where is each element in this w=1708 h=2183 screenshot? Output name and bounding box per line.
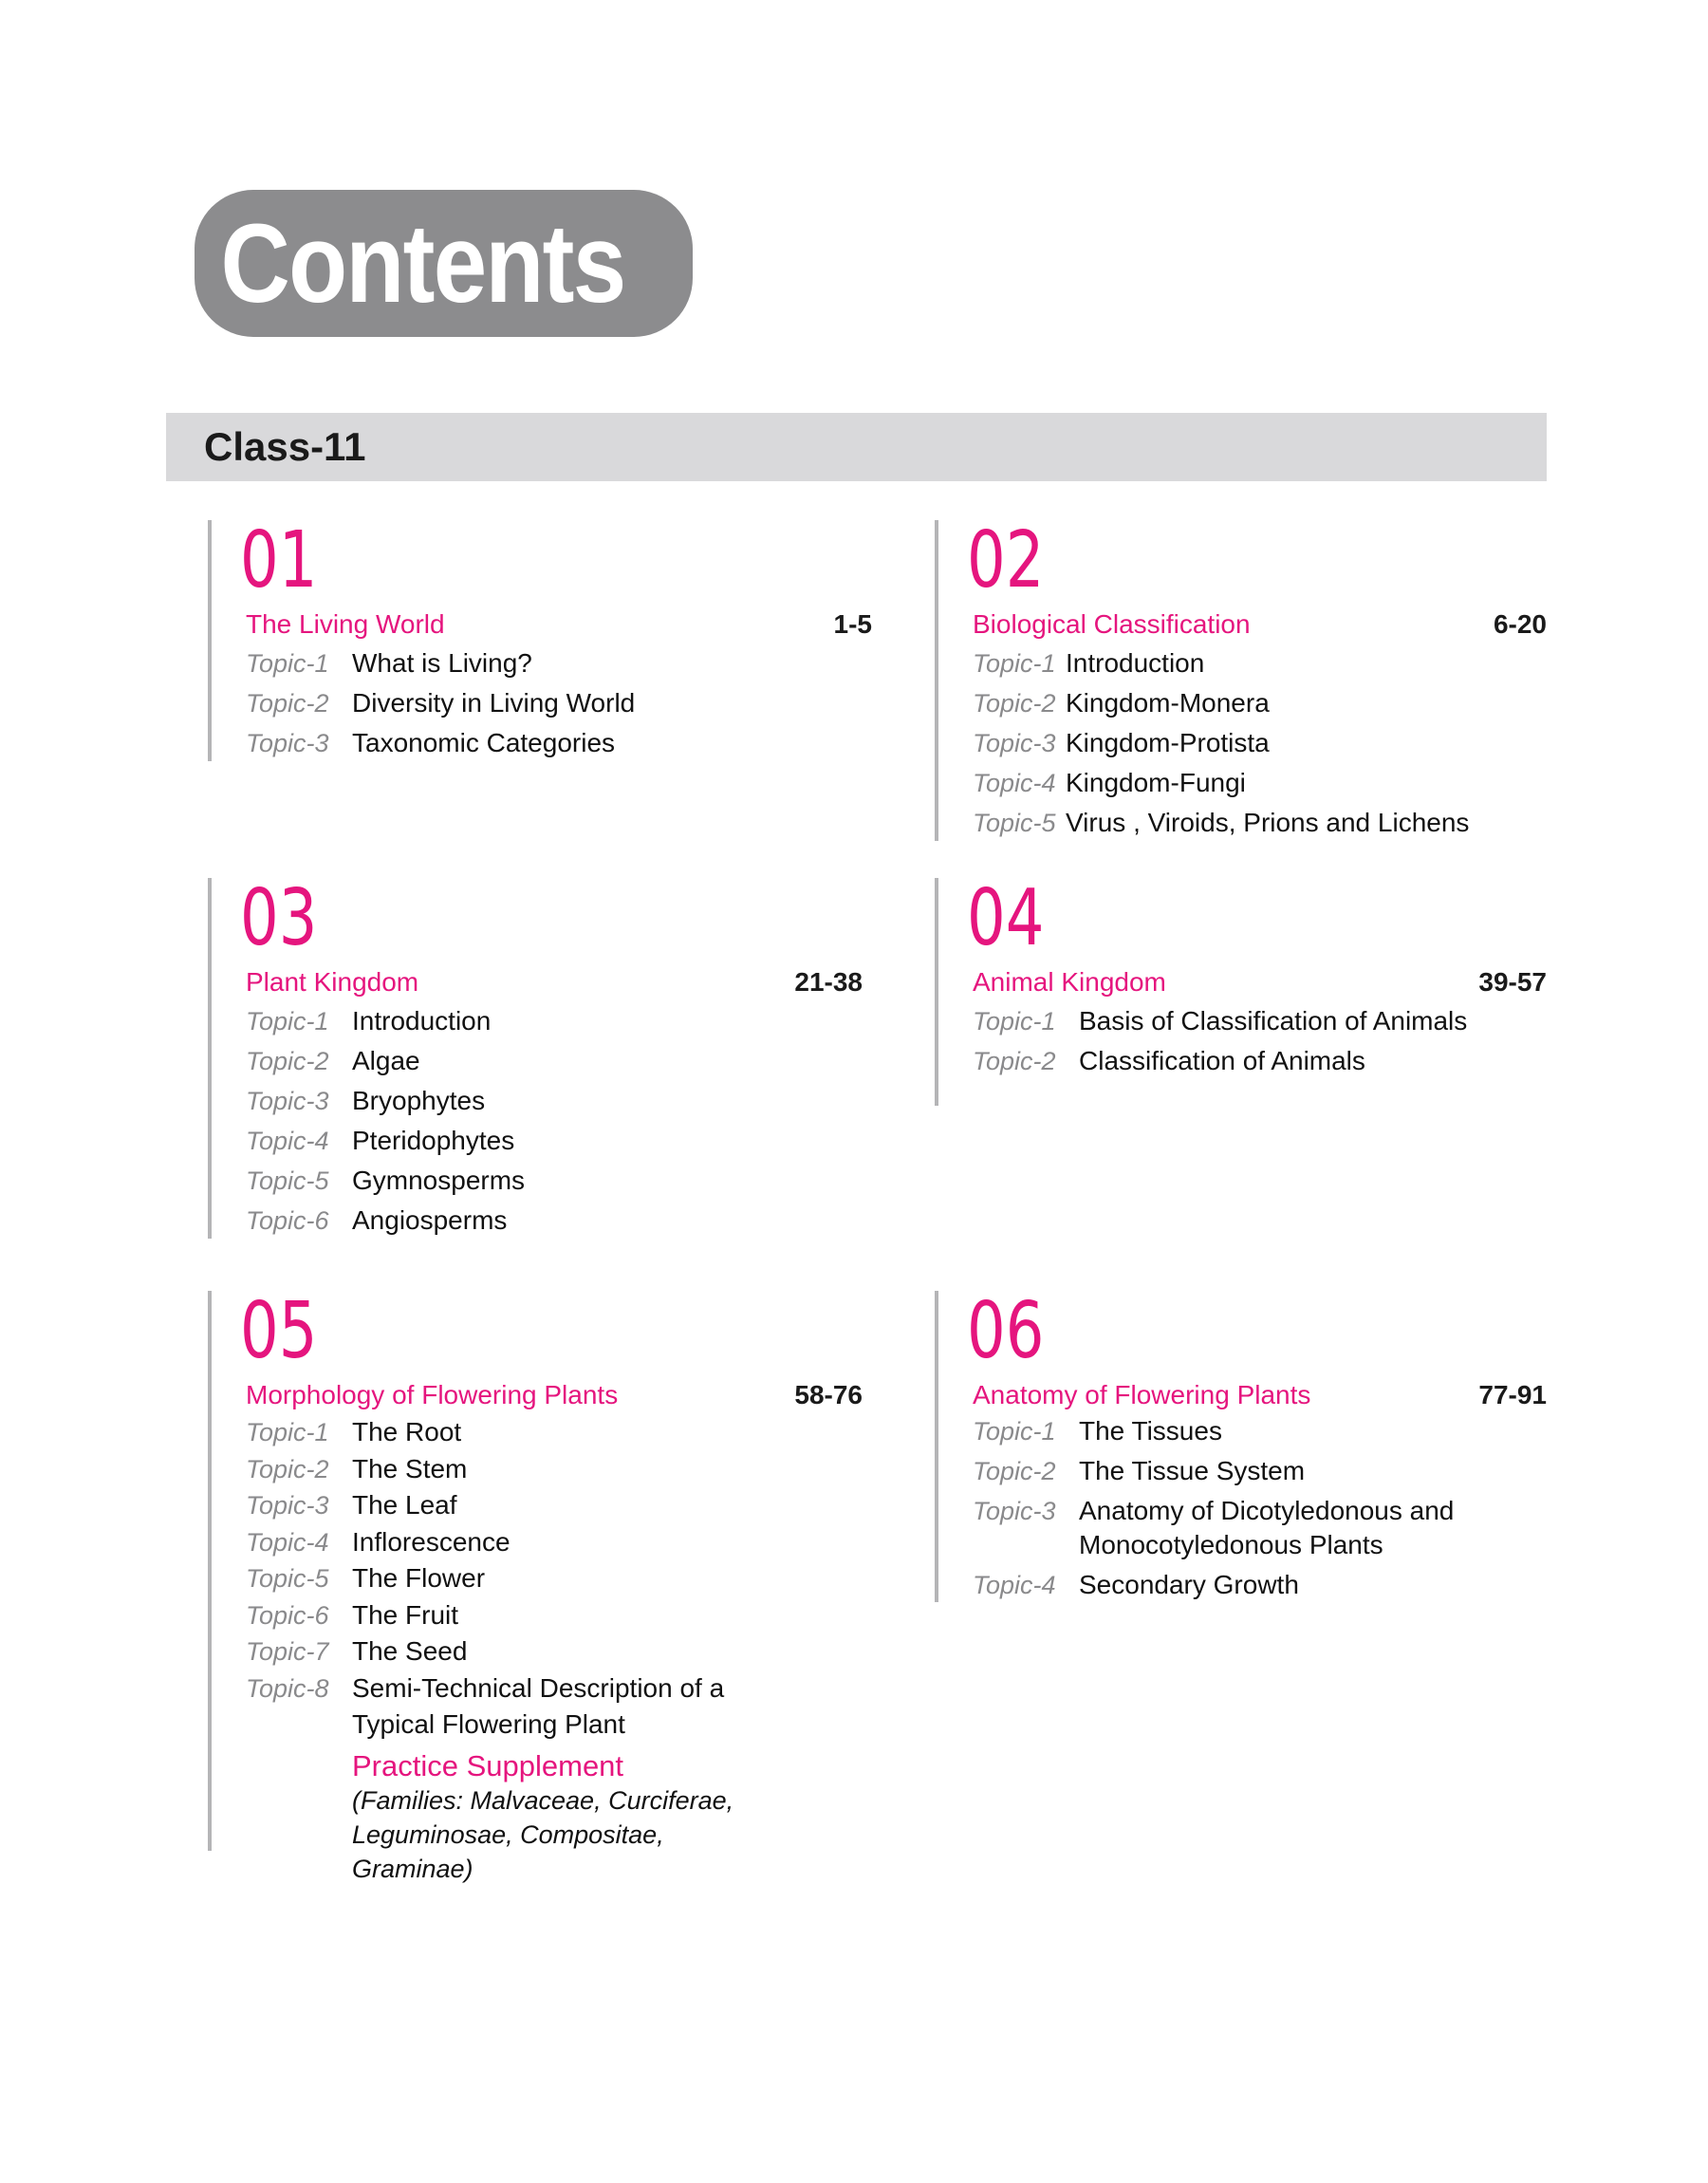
topic-label: Topic-1 [246,649,329,678]
chapter-pages: 58-76 [794,1380,863,1409]
chapter-01 [208,515,872,761]
chapter-02 [935,515,1547,841]
topic-row[interactable] [246,1560,863,1597]
topic-text: Gymnosperms [352,1166,526,1195]
topic-label: Topic-4 [973,1571,1056,1599]
topic-list [973,644,1547,843]
chapter-heading [973,609,1547,640]
topic-text: Taxonomic Categories [352,728,616,757]
topic-row[interactable] [246,1451,863,1488]
chapter-pages: 1-5 [833,609,872,639]
chapter-number: 03 [240,873,318,963]
topic-label: Topic-8 [246,1673,329,1703]
topic-row[interactable] [973,1568,1547,1602]
supplement-families: (Families: Malvaceae, Curciferae, Leguminosae, Compositae, Graminae) [352,1785,734,1883]
supplement-title[interactable]: Practice Supplement [352,1748,624,1782]
topic-text: Kingdom-Monera [1066,688,1270,718]
topic-row[interactable] [246,1001,863,1041]
chapter-title[interactable]: Morphology of Flowering Plants [246,1380,619,1409]
practice-supplement [352,1749,863,1886]
topic-text: Introduction [352,1006,492,1036]
topic-row[interactable] [246,1597,863,1634]
topic-label: Topic-5 [973,809,1056,837]
topic-label: Topic-3 [973,729,1056,757]
topic-row[interactable] [246,683,872,723]
topic-row[interactable] [246,1201,863,1241]
topic-text: Algae [352,1046,420,1075]
topic-label: Topic-1 [973,649,1056,678]
topic-label: Topic-6 [246,1206,329,1235]
topic-label: Topic-3 [246,1491,329,1520]
chapter-heading [246,609,872,640]
topic-row[interactable] [246,1081,863,1121]
chapter-title[interactable]: The Living World [246,609,445,639]
chapter-04 [935,873,1547,1106]
topic-text: Kingdom-Protista [1066,728,1270,757]
topic-label: Topic-4 [246,1527,329,1557]
chapter-number: 06 [967,1286,1045,1376]
topic-row[interactable] [246,723,872,763]
topic-text: Secondary Growth [1079,1570,1299,1599]
topic-row[interactable] [246,1414,863,1451]
topic-label: Topic-2 [246,689,329,718]
chapter-03 [208,873,863,1239]
topic-text: The Stem [352,1453,468,1483]
topic-label: Topic-7 [246,1637,329,1666]
topic-row[interactable] [973,1001,1547,1041]
topic-list [973,1414,1547,1602]
topic-row[interactable] [973,1454,1547,1488]
topic-list [246,644,872,763]
topic-row[interactable] [246,1633,863,1670]
page-title: Contents [220,200,625,327]
topic-text: Pteridophytes [352,1126,515,1155]
topic-label: Topic-2 [246,1047,329,1075]
topic-text: Angiosperms [352,1205,508,1235]
topic-label: Topic-3 [246,729,329,757]
topic-row[interactable] [973,803,1547,843]
topic-text: Inflorescence [352,1526,511,1557]
contents-banner [195,190,693,337]
topic-label: Topic-1 [973,1007,1056,1036]
chapter-pages: 39-57 [1478,967,1547,997]
topic-row[interactable] [246,1041,863,1081]
chapter-pages: 21-38 [794,967,863,997]
topic-text: The Leaf [352,1490,457,1520]
chapter-title[interactable]: Biological Classification [973,609,1251,639]
topic-text: The Root [352,1417,462,1446]
topic-row[interactable] [246,644,872,683]
topic-text: Bryophytes [352,1086,486,1115]
topic-label: Topic-5 [246,1166,329,1195]
topic-label: Topic-2 [973,1457,1056,1485]
topic-text: Classification of Animals [1079,1046,1365,1075]
topic-text: What is Living? [352,648,532,678]
chapter-heading [973,967,1547,998]
topic-text: Basis of Classification of Animals [1079,1006,1468,1036]
topic-label: Topic-3 [973,1497,1056,1525]
topic-text: The Flower [352,1563,486,1593]
topic-row[interactable] [973,1041,1547,1081]
topic-label: Topic-2 [973,1047,1056,1075]
topic-text: Anatomy of Dicotyledonous and Monocotyledonous Plants [1079,1496,1455,1559]
topic-list [973,1001,1547,1081]
class-label: Class-11 [204,424,366,469]
class-bar [166,413,1547,481]
chapter-06 [935,1286,1547,1602]
topic-text: Semi-Technical Description of a Typical Flowering Plant [352,1672,725,1739]
topic-row[interactable] [246,1121,863,1161]
topic-text: Diversity in Living World [352,688,636,718]
chapter-number: 04 [967,873,1045,963]
topic-row[interactable] [246,1670,863,1744]
topic-label: Topic-4 [246,1127,329,1155]
chapter-heading [246,967,863,998]
topic-text: The Tissues [1079,1416,1222,1446]
topic-row[interactable] [973,1414,1547,1448]
topic-text: The Tissue System [1079,1456,1306,1485]
topic-text: The Seed [352,1636,468,1666]
topic-list [246,1001,863,1241]
topic-label: Topic-1 [246,1418,329,1446]
topic-label: Topic-5 [246,1564,329,1593]
topic-row[interactable] [246,1487,863,1524]
topic-label: Topic-2 [973,689,1056,718]
topic-text: Kingdom-Fungi [1066,768,1246,797]
topic-label: Topic-3 [246,1087,329,1115]
topic-text: Introduction [1066,648,1205,678]
topic-label: Topic-6 [246,1600,329,1630]
topic-row[interactable] [973,763,1547,803]
chapter-number: 05 [240,1286,318,1376]
chapter-title[interactable]: Plant Kingdom [246,967,419,997]
topic-row[interactable] [973,1494,1547,1562]
topic-text: The Fruit [352,1599,459,1630]
topic-row[interactable] [973,644,1547,683]
topic-row[interactable] [973,723,1547,763]
chapter-heading [973,1380,1547,1410]
chapter-number: 01 [240,515,318,606]
topic-row[interactable] [246,1524,863,1561]
chapter-pages: 77-91 [1478,1380,1547,1409]
topic-label: Topic-1 [973,1417,1056,1446]
topic-list [246,1414,863,1744]
chapter-title[interactable]: Animal Kingdom [973,967,1166,997]
chapter-heading [246,1380,863,1410]
topic-text: Virus , Viroids, Prions and Lichens [1066,808,1470,837]
topic-row[interactable] [246,1161,863,1201]
topic-label: Topic-2 [246,1454,329,1483]
chapter-05 [208,1286,863,1883]
topic-label: Topic-4 [973,769,1056,797]
chapter-title[interactable]: Anatomy of Flowering Plants [973,1380,1311,1409]
topic-label: Topic-1 [246,1007,329,1036]
topic-row[interactable] [973,683,1547,723]
chapter-pages: 6-20 [1493,609,1547,639]
chapter-number: 02 [967,515,1045,606]
